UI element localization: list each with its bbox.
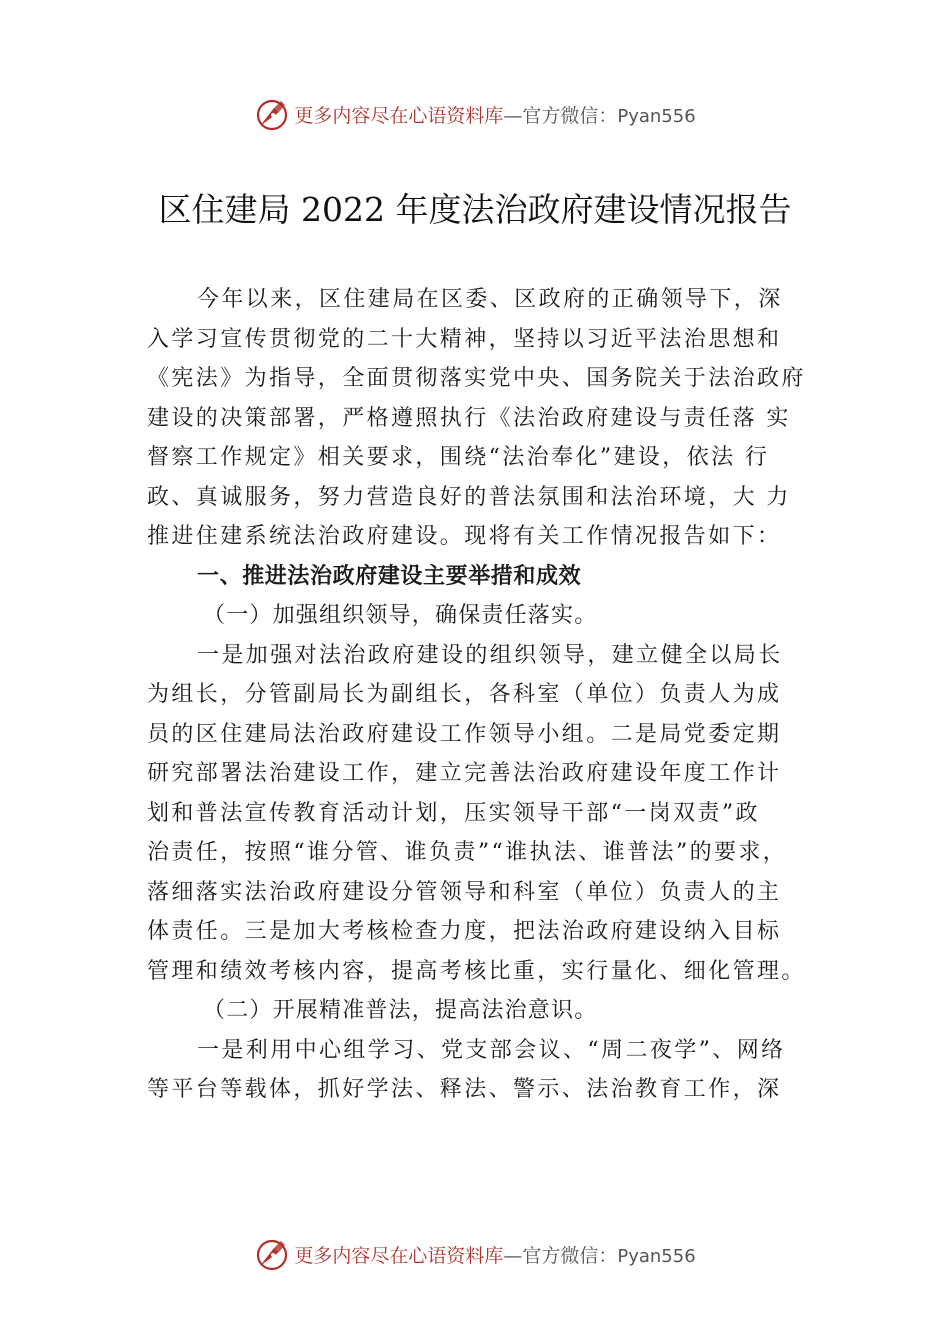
paragraph-line: 督察工作规定》相关要求，围绕“法治奉化”建设，依法 行: [147, 445, 770, 470]
watermark-wechat-label: 官方微信：: [522, 1244, 618, 1267]
fountain-pen-logo-icon: [254, 1236, 290, 1272]
paragraph-line: 今年以来，区住建局在区委、区政府的正确领导下，深: [197, 287, 783, 312]
subsection-heading-2: （二）开展精准普法，提高法治意识。: [203, 998, 598, 1023]
fountain-pen-logo-icon: [254, 96, 290, 132]
document-title: 区住建局 2022 年度法治政府建设情况报告: [158, 190, 792, 229]
section-heading-1: 一、推进法治政府建设主要举措和成效: [197, 563, 582, 589]
subsection-heading-1: （一）加强组织领导，确保责任落实。: [203, 603, 598, 628]
paragraph-line: 落细落实法治政府建设分管领导和科室（单位）负责人的主: [147, 879, 782, 905]
document-body: [147, 280, 833, 1110]
watermark-wechat-id: Pyan556: [617, 1245, 696, 1267]
watermark-brand: 更多内容尽在心语资料库: [294, 104, 504, 127]
paragraph-line: 研究部署法治建设工作，建立完善法治政府建设年度工作计: [147, 761, 782, 786]
paragraph-line: 划和普法宣传教育活动计划，压实领导干部“一岗双责”政: [147, 800, 760, 826]
paragraph-line: 体责任。三是加大考核检查力度，把法治政府建设纳入目标: [147, 919, 782, 944]
watermark-top: [0, 94, 950, 134]
paragraph-line: 治责任，按照“谁分管、谁负责”“谁执法、谁普法”的要求，: [147, 840, 788, 865]
watermark-wechat-label: 官方微信：: [522, 104, 618, 127]
paragraph-line: 建设的决策部署，严格遵照执行《法治政府建设与责任落 实: [147, 405, 791, 431]
paragraph-line: 管理和绩效考核内容，提高考核比重，实行量化、细化管理。: [147, 958, 806, 984]
paragraph-line: 一是利用中心组学习、党支部会议、“周二夜学”、网络: [197, 1037, 786, 1063]
paragraph-line: 入学习宣传贯彻党的二十大精神，坚持以习近平法治思想和: [147, 326, 782, 352]
paragraph-line: 一是加强对法治政府建设的组织领导，建立健全以局长: [197, 642, 783, 668]
watermark-dash: —: [503, 1244, 523, 1267]
watermark-bottom: [0, 1234, 950, 1274]
paragraph-line: 推进住建系统法治政府建设。现将有关工作情况报告如下：: [147, 524, 782, 549]
paragraph-line: 为组长，分管副局长为副组长，各科室（单位）负责人为成: [147, 682, 782, 707]
watermark-wechat-id: Pyan556: [617, 105, 696, 127]
paragraph-line: 《宪法》为指导，全面贯彻落实党中央、国务院关于法治政府: [147, 366, 806, 391]
paragraph-line: 等平台等载体，抓好学法、释法、警示、法治教育工作，深: [147, 1077, 782, 1102]
paragraph-line: 员的区住建局法治政府建设工作领导小组。二是局党委定期: [147, 721, 782, 747]
watermark-dash: —: [503, 104, 523, 127]
watermark-brand: 更多内容尽在心语资料库: [294, 1244, 504, 1267]
paragraph-line: 政、真诚服务，努力营造良好的普法氛围和法治环境，大 力: [147, 484, 791, 510]
